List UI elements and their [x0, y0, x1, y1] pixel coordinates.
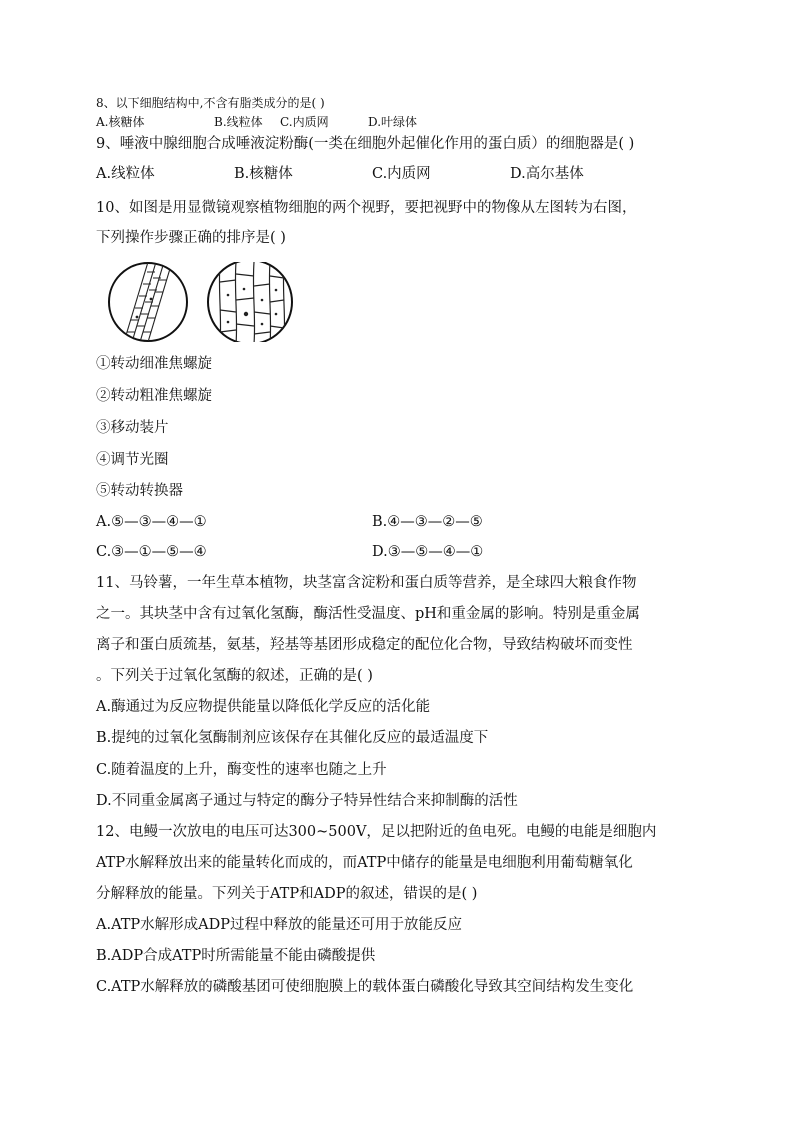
q9-option-a: A.线粒体	[96, 166, 155, 182]
q11-stem-line2: 之一。其块茎中含有过氧化氢酶，酶活性受温度、pH和重金属的影响。特别是重金属	[96, 606, 640, 622]
q12-option-c: C.ATP水解释放的磷酸基团可使细胞膜上的载体蛋白磷酸化导致其空间结构发生变化	[96, 979, 634, 995]
q8-stem: 8、以下细胞结构中,不含有脂类成分的是( )	[96, 96, 325, 110]
q11-stem-line1: 11、马铃薯，一年生草本植物，块茎富含淀粉和蛋白质等营养，是全球四大粮食作物	[96, 575, 637, 591]
q10-option-b: B.④—③—②—⑤	[372, 514, 483, 530]
left-microscope-view	[109, 262, 187, 342]
q10-option-c: C.③—①—⑤—④	[96, 544, 207, 560]
q10-step-1: ①转动细准焦螺旋	[96, 356, 212, 372]
q10-step-5: ⑤转动转换器	[96, 483, 183, 499]
q8-option-a: A.核糖体	[96, 115, 145, 129]
q10-step-4: ④调节光圈	[96, 452, 169, 468]
q10-step-2: ②转动粗准焦螺旋	[96, 388, 212, 404]
q8-option-d: D.叶绿体	[368, 115, 418, 129]
q9-option-c: C.内质网	[372, 166, 431, 182]
q9-stem: 9、唾液中腺细胞合成唾液淀粉酶(一类在细胞外起催化作用的蛋白质）的细胞器是( )	[96, 136, 635, 152]
q11-option-c: C.随着温度的上升，酶变性的速率也随之上升	[96, 762, 387, 778]
q11-option-b: B.提纯的过氧化氢酶制剂应该保存在其催化反应的最适温度下	[96, 730, 489, 746]
q10-step-3: ③移动装片	[96, 420, 169, 436]
q10-stem-line2: 下列操作步骤正确的排序是( )	[96, 230, 286, 246]
q12-stem-line3: 分解释放的能量。下列关于ATP和ADP的叙述，错误的是( )	[96, 886, 478, 902]
q12-stem-line1: 12、电鳗一次放电的电压可达300~500V，足以把附近的鱼电死。电鳗的电能是细胞内	[96, 824, 657, 840]
q10-option-a: A.⑤—③—④—①	[96, 514, 207, 530]
q11-stem-line3: 离子和蛋白质巯基，氨基，羟基等基团形成稳定的配位化合物，导致结构破坏而变性	[96, 637, 633, 653]
microscope-views-figure	[104, 262, 298, 342]
q9-option-d: D.高尔基体	[510, 166, 584, 182]
q8-option-c: C.内质网	[280, 115, 329, 129]
q11-option-d: D.不同重金属离子通过与特定的酶分子特异性结合来抑制酶的活性	[96, 793, 518, 809]
q10-option-d: D.③—⑤—④—①	[372, 544, 484, 560]
q11-option-a: A.酶通过为反应物提供能量以降低化学反应的活化能	[96, 699, 431, 715]
q10-stem-line1: 10、如图是用显微镜观察植物细胞的两个视野，要把视野中的物像从左图转为右图，	[96, 200, 637, 216]
q9-option-b: B.核糖体	[234, 166, 293, 182]
q12-option-b: B.ADP合成ATP时所需能量不能由磷酸提供	[96, 948, 376, 964]
q12-option-a: A.ATP水解形成ADP过程中释放的能量还可用于放能反应	[96, 917, 463, 933]
right-microscope-view	[208, 262, 292, 342]
q8-option-b: B.线粒体	[214, 115, 263, 129]
q11-stem-line4: 。下列关于过氧化氢酶的叙述，正确的是( )	[96, 668, 373, 684]
q12-stem-line2: ATP水解释放出来的能量转化而成的，而ATP中储存的能量是电细胞利用葡萄糖氧化	[96, 855, 633, 871]
